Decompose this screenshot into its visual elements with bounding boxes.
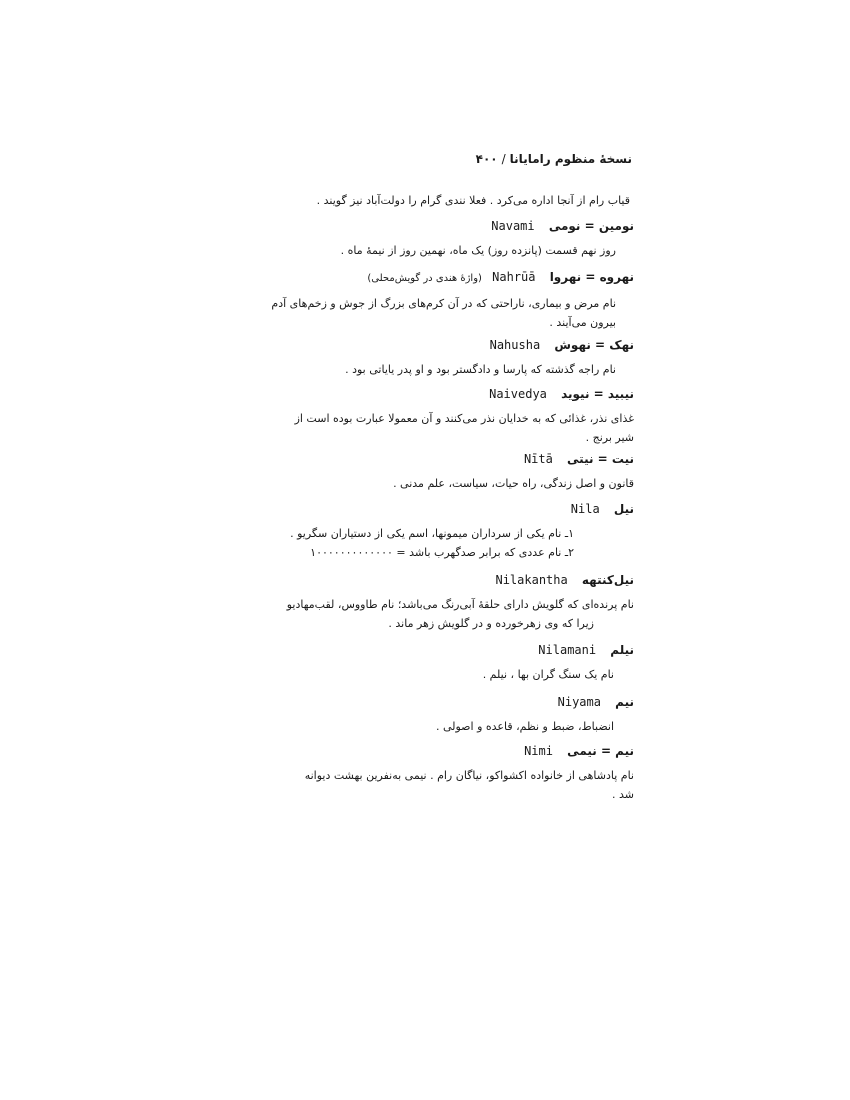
glossary-entry bbox=[209, 385, 634, 447]
glossary-entry bbox=[209, 693, 634, 736]
headword-latin: Nilamani bbox=[538, 643, 597, 657]
headword-persian: نومین = نومی bbox=[548, 219, 634, 233]
headword-persian: نیل bbox=[613, 502, 634, 516]
definition-line: نام پادشاهی از خانواده اکشواکو، نیاگان رام . نیمی به‌نفرین بهشت دیوانه bbox=[304, 769, 634, 782]
headword-persian: نهروه = نهروا bbox=[549, 270, 634, 284]
entry-headword bbox=[209, 268, 634, 288]
headword-latin: Naivedya bbox=[489, 387, 547, 401]
headword-persian: نهک = نهوش bbox=[554, 338, 634, 352]
definition-line: ۲ـ نام عددی که برابر صدگهرب باشد = ۱۰۰۰۰۰۰۰۰۰۰۰۰۰ bbox=[310, 546, 574, 559]
entry-definition bbox=[209, 595, 634, 633]
glossary-entry bbox=[209, 500, 634, 562]
glossary-entry bbox=[209, 217, 634, 260]
headword-latin: Nītā bbox=[523, 452, 553, 466]
definition-line: زیرا که وی زهرخورده و در گلویش زهر ماند . bbox=[388, 617, 594, 630]
glossary-entry bbox=[209, 641, 634, 684]
page-number: ۴۰۰ bbox=[475, 152, 498, 166]
definition-line: انضباط، ضبط و نظم، قاعده و اصولی . bbox=[435, 720, 614, 733]
entry-headword bbox=[209, 385, 634, 403]
headword-persian: نیل‌کنتهه bbox=[581, 573, 634, 587]
headword-persian: نیت = نیتی bbox=[567, 452, 634, 466]
definition-line: نام یک سنگ گران بها ، نیلم . bbox=[482, 668, 614, 681]
definition-line: قانون و اصل زندگی، راه حیات، سیاست، علم مدنی . bbox=[393, 477, 634, 490]
headword-latin: Nahrūā bbox=[492, 270, 536, 284]
entry-definition bbox=[209, 766, 634, 804]
entry-definition bbox=[209, 717, 614, 736]
definition-line: نام راجه گذشته که پارسا و دادگستر بود و او پدر یایاتی بود . bbox=[345, 363, 616, 376]
intro-paragraph: قیاب رام از آنجا اداره می‌کرد . فعلا نندی گرام را دولت‌آباد نیز گویند . bbox=[316, 194, 630, 207]
book-title: نسخهٔ منظوم رامایانا bbox=[509, 152, 632, 166]
header-separator: / bbox=[501, 152, 506, 166]
headword-latin: Nimi bbox=[524, 744, 553, 758]
headword-persian: نیبید = نیوید bbox=[561, 387, 634, 401]
definition-line: روز نهم قسمت (پانزده روز) یک ماه، نهمین روز از نیمهٔ ماه . bbox=[340, 244, 616, 257]
definition-line: غذای نذر، غذائی که به خدایان نذر می‌کنند و آن معمولا عبارت بوده است از bbox=[294, 412, 634, 425]
headword-latin: Niyama bbox=[557, 695, 601, 709]
entry-headword bbox=[209, 500, 634, 518]
headword-persian: نیم = نیمی bbox=[567, 744, 634, 758]
headword-latin: Navami bbox=[491, 219, 535, 233]
entry-definition bbox=[209, 524, 574, 562]
definition-line: شد . bbox=[612, 788, 634, 801]
entry-definition bbox=[209, 360, 616, 379]
glossary-entry bbox=[209, 450, 634, 493]
entry-headword bbox=[209, 336, 634, 354]
glossary-entry bbox=[209, 571, 634, 633]
entry-definition bbox=[209, 294, 616, 332]
headword-persian: نیلم bbox=[610, 643, 634, 657]
definition-line: نام مرض و بیماری، ناراحتی که در آن کرم‌های بزرگ از جوش و زخم‌های آدم bbox=[271, 297, 616, 310]
headword-note: (واژهٔ هندی در گویش‌محلی) bbox=[367, 273, 482, 284]
definition-line: شیر برنج . bbox=[585, 431, 634, 444]
glossary-entry bbox=[209, 336, 634, 379]
glossary-entry bbox=[209, 742, 634, 804]
entry-headword bbox=[209, 217, 634, 235]
page-header bbox=[212, 152, 632, 166]
headword-latin: Nahusha bbox=[489, 338, 541, 352]
definition-line: بیرون می‌آیند . bbox=[549, 316, 616, 329]
headword-latin: Nilakantha bbox=[495, 573, 568, 587]
entry-headword bbox=[209, 450, 634, 468]
glossary-entry bbox=[209, 268, 634, 332]
headword-latin: Nila bbox=[570, 502, 600, 516]
entry-definition bbox=[209, 241, 616, 260]
entry-headword bbox=[209, 742, 634, 760]
entry-headword bbox=[209, 693, 634, 711]
entry-definition bbox=[209, 665, 614, 684]
definition-line: نام پرنده‌ای که گلویش دارای حلقهٔ آبی‌رنگ می‌باشد؛ نام طاووس، لقب‌مهادیو bbox=[286, 598, 634, 611]
headword-persian: نیم bbox=[615, 695, 634, 709]
entry-definition bbox=[209, 474, 634, 493]
entry-definition bbox=[209, 409, 634, 447]
entry-headword bbox=[209, 571, 634, 589]
entry-headword bbox=[209, 641, 634, 659]
definition-line: ۱ـ نام یکی از سرداران میمونها، اسم یکی از دستیاران سگریو . bbox=[290, 527, 574, 540]
